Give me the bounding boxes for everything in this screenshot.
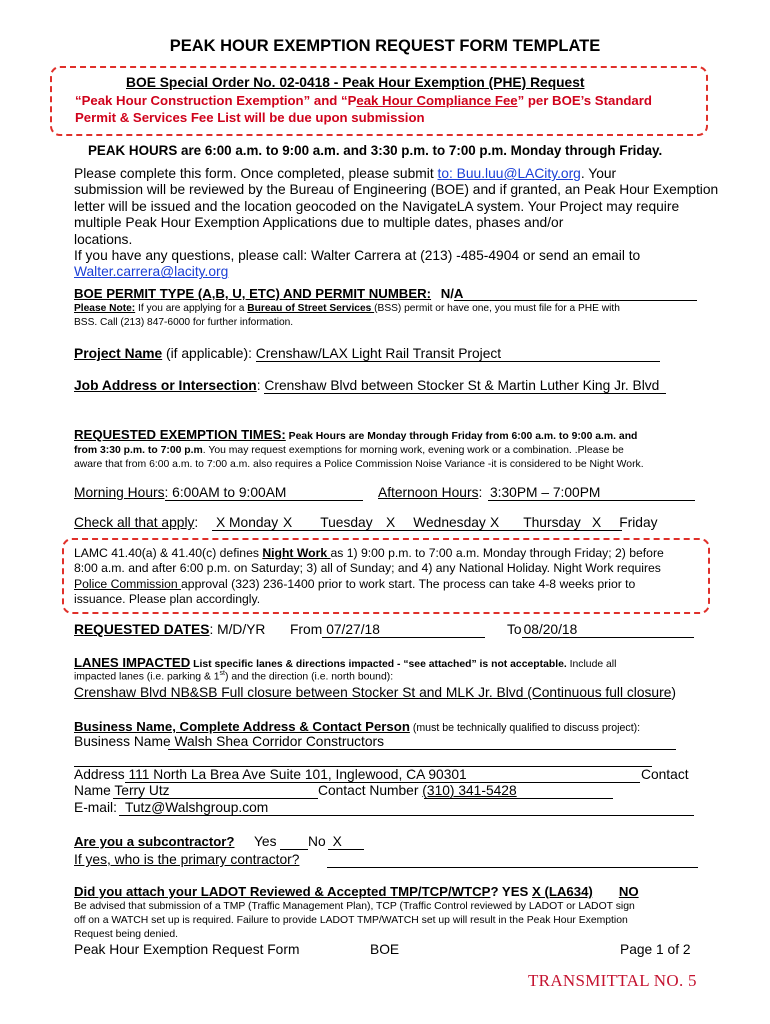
intro-line-1a: Please complete this form. Once completed, please submit [74, 166, 438, 181]
peak-hours-statement: PEAK HOURS are 6:00 a.m. to 9:00 a.m. and 3:30 p.m. to 7:00 p.m. Monday through Friday. [88, 143, 663, 158]
footer-center: BOE [370, 942, 400, 957]
afternoon-hours-label: Afternoon Hours [378, 485, 479, 500]
subcontractor-yes-label[interactable]: Yes [254, 834, 277, 849]
day-thursday-mark[interactable]: X [490, 515, 500, 530]
address-label: Address [74, 767, 125, 782]
date-from-field[interactable] [322, 637, 485, 638]
notice-line-1 [75, 93, 652, 108]
project-name-hint: (if applicable): [162, 346, 256, 361]
project-name-row [74, 346, 501, 361]
job-address-row: Job Address or Intersection: Crenshaw Blvd between Stocker St & Martin Luther King Jr. Blvd [74, 378, 660, 393]
day-thursday[interactable] [490, 515, 581, 530]
business-name-row [74, 734, 384, 749]
lanes-impacted-label: LANES IMPACTED [74, 655, 191, 670]
business-header [74, 719, 640, 734]
day-tuesday-label: Tuesday [320, 515, 373, 530]
ladot-answer-prefix: ? YES [490, 884, 532, 899]
subcontractor-no-mark[interactable]: X [332, 834, 342, 849]
date-to-value[interactable]: 08/20/18 [523, 622, 578, 637]
exemption-times-label: REQUESTED EXEMPTION TIMES: [74, 427, 286, 442]
business-name-value[interactable]: Walsh Shea Corridor Constructors [170, 734, 385, 749]
day-friday-label: Friday [619, 515, 658, 530]
exemption-times-text-c: . You may request exemptions for morning work, evening work or a combination. .Please be [202, 445, 624, 456]
days-row: Check all that apply: [74, 515, 199, 530]
intro-line-2: submission will be reviewed by the Bureau of Engineering (BOE) and if granted, an Peak Hour Exemption [74, 182, 719, 198]
date-from-value[interactable]: 07/27/18 [326, 622, 380, 637]
contact-number-field[interactable] [424, 798, 613, 799]
project-name-label: Project Name [74, 346, 163, 361]
lamc-line-1a: LAMC 41.40(a) & 41.40(c) defines [74, 546, 263, 560]
intro-line-1 [74, 166, 718, 182]
contact-label: Contact [641, 767, 689, 782]
transmittal-stamp: TRANSMITTAL NO. 5 [528, 971, 697, 990]
date-to-label: To [507, 622, 522, 637]
day-tuesday[interactable] [283, 515, 373, 530]
contact-number-row [318, 783, 517, 798]
email-label: E-mail: [74, 800, 117, 815]
day-monday[interactable] [216, 515, 278, 530]
permit-note-text-c: BSS. Call (213) 847-6000 for further information. [74, 317, 294, 328]
day-friday[interactable] [592, 515, 658, 530]
days-underline [212, 530, 622, 531]
business-header-label: Business Name, Complete Address & Contact Person [74, 719, 410, 734]
subcontractor-no[interactable] [308, 834, 342, 849]
notice-line-1c: ” per BOE’s Standard [517, 93, 652, 108]
contact-number-label: Contact Number [318, 783, 423, 798]
lanes-line-2b: ) and the direction (i.e. north bound): [225, 671, 394, 683]
permit-type-value: N/A [440, 286, 464, 301]
exemption-times-text-d: aware that from 6:00 a.m. to 7:00 a.m. also requires a Police Commission Noise Variance -it is considered to be Night Work. [74, 459, 644, 470]
requested-dates-label: REQUESTED DATES [74, 622, 210, 637]
lamc-line-2: 8:00 a.m. and after 6:00 p.m. on Saturday; 3) all of Sunday; and 4) any National Holiday. Night Work requires [74, 561, 661, 576]
exemption-times-text-b: from 3:30 p.m. to 7:00 p.m [74, 445, 203, 456]
contact-name-value[interactable]: Terry Utz [110, 783, 170, 798]
ladot-note-3: Request being denied. [74, 929, 178, 940]
requested-dates-format: : M/D/YR [209, 622, 266, 637]
permit-note-bss: Bureau of Street Services [247, 303, 375, 314]
email-field[interactable] [119, 815, 694, 816]
subcontractor-yes-field[interactable] [280, 849, 308, 850]
day-thursday-label: Thursday [523, 515, 581, 530]
contact-number-value[interactable]: (310) 341-5428 [422, 783, 517, 798]
subcontractor-no-label[interactable]: No [308, 834, 326, 849]
address-row [74, 767, 467, 782]
lamc-night-work: Night Work [262, 546, 331, 560]
date-from-label: From [290, 622, 323, 637]
business-name-field[interactable] [168, 749, 676, 750]
notice-heading: BOE Special Order No. 02-0418 - Peak Hour Exemption (PHE) Request [126, 75, 585, 90]
exemption-times-text-a: Peak Hours are Monday through Friday from 6:00 a.m. to 9:00 a.m. and [285, 431, 638, 442]
day-wednesday-mark[interactable]: X [386, 515, 396, 530]
footer-left: Peak Hour Exemption Request Form [74, 942, 300, 957]
job-address-field[interactable] [264, 393, 666, 394]
ladot-row [74, 884, 639, 899]
project-name-value[interactable]: Crenshaw/LAX Light Rail Transit Project [255, 346, 502, 361]
permit-type-label: BOE PERMIT TYPE (A,B, U, ETC) AND PERMIT NUMBER: [74, 286, 432, 301]
ladot-note-1: Be advised that submission of a TMP (Traffic Management Plan), TCP (Traffic Control reviewed by LADOT or LADOT sign [74, 901, 635, 912]
email-row [74, 800, 268, 815]
ladot-note [74, 900, 635, 942]
day-wednesday[interactable] [386, 515, 486, 530]
footer-right: Page 1 of 2 [620, 942, 691, 957]
lanes-impacted-value-row [74, 685, 676, 700]
address-value[interactable]: 111 North La Brea Ave Suite 101, Inglewood, CA 90301 [124, 767, 467, 782]
day-friday-mark[interactable]: X [592, 515, 602, 530]
submit-email-link[interactable]: to: Buu.luu@LACity.org [437, 166, 581, 181]
intro-line-6: If you have any questions, please call: Walter Carrera at (213) -485-4904 or send an email to [74, 248, 641, 264]
project-name-field[interactable] [256, 361, 660, 362]
contact-person-row [74, 783, 170, 798]
days-label: Check all that apply [74, 515, 195, 530]
lamc-line-3b: approval (323) 236-1400 prior to work start. The process can take 4-8 weeks prior to [181, 576, 636, 591]
intro-line-1b: . Your [580, 166, 617, 181]
lamc-police-commission: Police Commission [74, 576, 182, 591]
intro-line-4: multiple Peak Hour Exemption Applications due to multiple dates, phases and/or [74, 215, 564, 231]
exemption-times-block [74, 428, 699, 472]
lanes-impacted-header [74, 655, 616, 670]
ladot-answer-no[interactable]: NO [618, 884, 639, 899]
day-tuesday-mark[interactable]: X [283, 515, 293, 530]
subcontractor-no-field[interactable] [328, 849, 364, 850]
ladot-question: Did you attach your LADOT Reviewed & Accepted TMP/TCP/WTCP [74, 884, 491, 899]
intro-line-5: locations. [74, 231, 133, 247]
permit-note-text-b: (BSS) permit or have one, you must file for a PHE with [374, 303, 620, 314]
email-value[interactable]: Tutz@Walshgroup.com [124, 800, 269, 815]
permit-note-label: Please Note: [74, 303, 136, 314]
day-wednesday-label: Wednesday [413, 515, 486, 530]
ladot-note-2: off on a WATCH set up is required. Failure to provide LADOT TMP/WATCH set up will result in the Peak Hour Exemption [74, 915, 628, 926]
business-header-hint: (must be technically qualified to discuss project): [409, 722, 641, 734]
date-to-field[interactable] [522, 637, 694, 638]
lanes-impacted-line-2 [74, 670, 393, 682]
job-address-value[interactable]: Crenshaw Blvd between Stocker St & Martin Luther King Jr. Blvd [264, 378, 660, 393]
day-monday-mark[interactable]: X [216, 515, 226, 530]
contact-email-link[interactable]: Walter.carrera@lacity.org [74, 264, 229, 280]
notice-line-2: Permit & Services Fee List will be due upon submission [75, 110, 425, 125]
morning-hours-row [74, 485, 286, 500]
lamc-line-1b: as 1) 9:00 p.m. to 7:00 a.m. Monday through Friday; 2) before [330, 546, 664, 560]
lanes-impacted-value[interactable]: Crenshaw Blvd NB&SB Full closure between Stocker St and MLK Jr. Blvd (Continuous full closure [74, 685, 672, 700]
morning-hours-label: Morning Hours [74, 485, 165, 500]
permit-note-text-a: If you are applying for a [135, 303, 248, 314]
subcontractor-yes[interactable] [254, 834, 277, 849]
date-to [507, 622, 577, 637]
morning-hours-value[interactable]: : 6:00AM to 9:00AM [164, 485, 287, 500]
lanes-impacted-instruction: List specific lanes & directions impacted - “see attached” is not acceptable. [190, 659, 567, 670]
afternoon-hours-row: Afternoon Hours: 3:30PM – 7:00PM [378, 485, 601, 500]
contact-name-label: Name [74, 783, 111, 798]
lanes-impacted-include: Include all [566, 659, 617, 670]
primary-contractor-field[interactable] [327, 867, 698, 868]
permit-type-underline [454, 300, 697, 301]
page-title: PEAK HOUR EXEMPTION REQUEST FORM TEMPLATE [169, 37, 601, 55]
date-from [290, 622, 380, 637]
afternoon-hours-field[interactable] [488, 500, 695, 501]
lamc-block [74, 546, 697, 607]
intro-paragraph [74, 166, 718, 281]
job-address-label: Job Address or Intersection [74, 378, 257, 393]
lamc-line-4: issuance. Please plan accordingly. [74, 591, 261, 606]
ladot-answer-yes[interactable]: X (LA634) [531, 884, 593, 899]
lanes-line-2-sup: st [219, 670, 225, 677]
subcontractor-row [74, 834, 234, 849]
permit-type-row [74, 286, 463, 301]
contact-name-field[interactable] [113, 798, 318, 799]
morning-hours-field[interactable] [165, 500, 363, 501]
lanes-impacted-value-end: ) [671, 685, 676, 700]
intro-line-3: letter will be issued and the location geocoded on the NavigateLA system. Your Project may require [74, 198, 680, 214]
primary-contractor-label: If yes, who is the primary contractor? [74, 852, 300, 867]
afternoon-hours-value[interactable]: 3:30PM – 7:00PM [489, 485, 601, 500]
notice-line-1a: “Peak Hour Construction Exemption” and “P [75, 93, 357, 108]
permit-note [74, 302, 620, 330]
business-name-label: Business Name [74, 734, 171, 749]
lanes-line-2a: impacted lanes (i.e. parking & 1 [74, 671, 220, 683]
requested-dates-row [74, 622, 265, 637]
notice-line-1b: eak Hour Compliance Fee [356, 93, 518, 108]
subcontractor-question: Are you a subcontractor? [74, 834, 235, 849]
day-monday-label: Monday [229, 515, 279, 530]
